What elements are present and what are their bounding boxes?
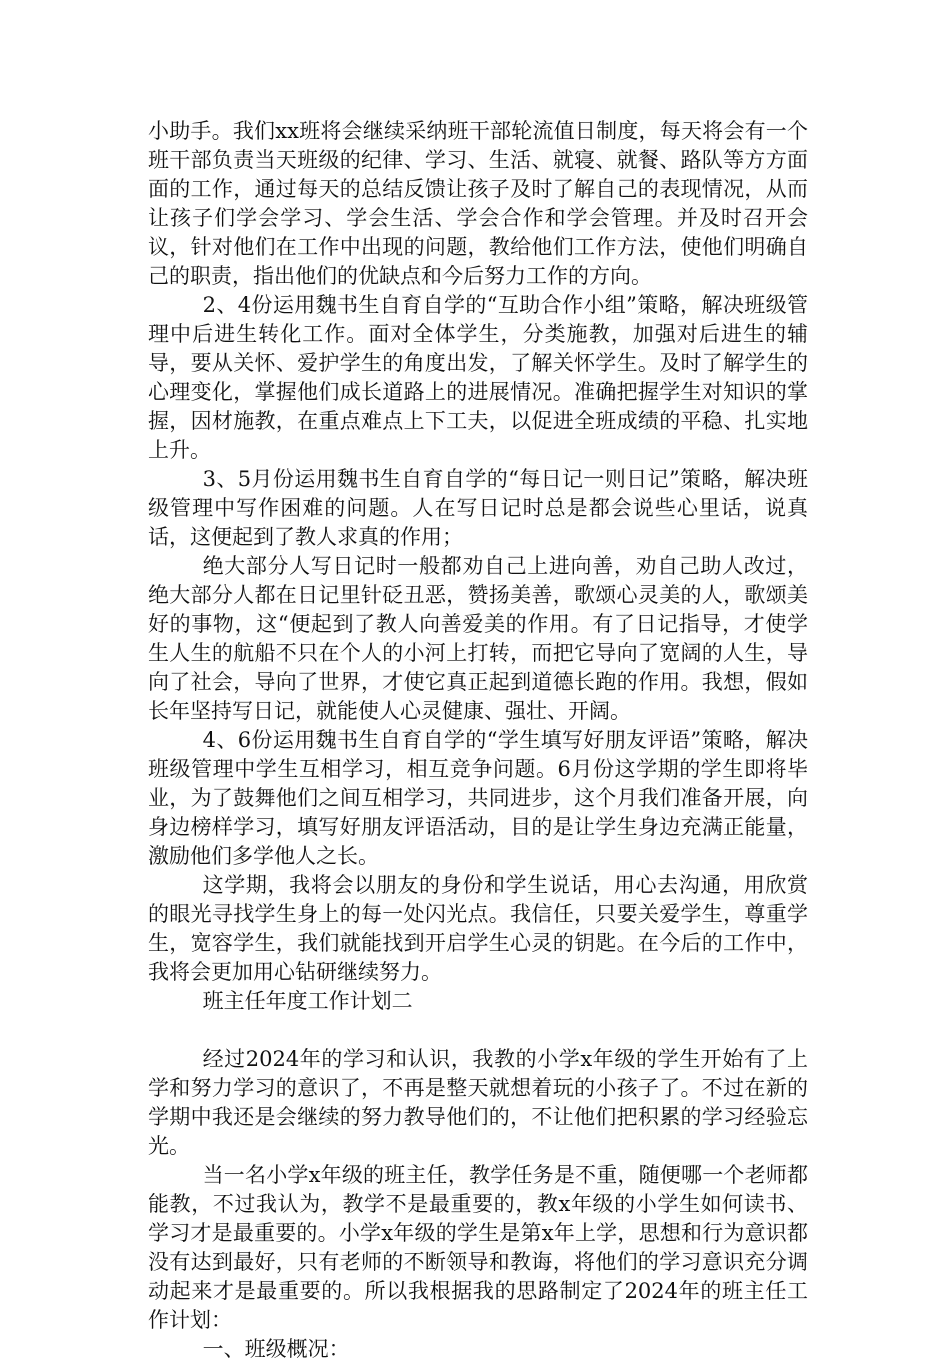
- paragraph-7: 经过2024年的学习和认识，我教的小学x年级的学生开始有了上学和努力学习的意识了，不再是整天就想着玩的小孩子了。不过在新的学期中我还是会继续的努力教导他们的，不让他们把积累的学习经验忘光。: [148, 1047, 808, 1158]
- paragraph-6: 这学期，我将会以朋友的身份和学生说话，用心去沟通，用欣赏的眼光寻找学生身上的每一处闪光点。我信任，只要关爱学生，尊重学生，宽容学生，我们就能找到开启学生心灵的钥匙。在今后的工作中，我将会更加用心钻研继续努力。: [148, 873, 808, 984]
- document-body: [148, 117, 808, 1364]
- section-title: 班主任年度工作计划二: [202, 989, 413, 1013]
- paragraph-3: 3、5月份运用魏书生自育自学的“每日记一则日记”策略，解决班级管理中写作困难的问题。人在写日记时总是都会说些心里话，说真话，这便起到了教人求真的作用；: [148, 467, 808, 549]
- blank-line: [148, 1016, 808, 1045]
- paragraph-4: 绝大部分人写日记时一般都劝自己上进向善，劝自己助人改过，绝大部分人都在日记里针砭丑恶，赞扬美善，歌颂心灵美的人，歌颂美好的事物，这“便起到了教人向善爱美的作用。有了日记指导，才使学生人生的航船不只在个人的小河上打转，而把它导向了宽阔的人生，导向了社会，导向了世界，才使它真正起到道德长跑的作用。我想，假如长年坚持写日记，就能使人心灵健康、强壮、开阔。: [148, 554, 808, 723]
- paragraph-2: 2、4份运用魏书生自育自学的“互助合作小组”策略，解决班级管理中后进生转化工作。面对全体学生，分类施教，加强对后进生的辅导，要从关怀、爱护学生的角度出发，了解关怀学生。及时了解学生的心理变化，掌握他们成长道路上的进展情况。准确把握学生对知识的掌握，因材施教，在重点难点上下工夫，以促进全班成绩的平稳、扎实地上升。: [148, 293, 808, 462]
- paragraph-5: 4、6份运用魏书生自育自学的“学生填写好朋友评语”策略，解决班级管理中学生互相学习，相互竞争问题。6月份这学期的学生即将毕业，为了鼓舞他们之间互相学习，共同进步，这个月我们准备开展，向身边榜样学习，填写好朋友评语活动，目的是让学生身边充满正能量，激励他们多学他人之长。: [148, 728, 808, 868]
- subheading-class-overview: 一、班级概况：: [202, 1337, 350, 1361]
- paragraph-1: 小助手。我们xx班将会继续采纳班干部轮流值日制度，每天将会有一个班干部负责当天班级的纪律、学习、生活、就寝、就餐、路队等方方面面的工作，通过每天的总结反馈让孩子及时了解自己的表现情况，从而让孩子们学会学习、学会生活、学会合作和学会管理。并及时召开会议，针对他们在工作中出现的问题，教给他们工作方法，使他们明确自己的职责，指出他们的优缺点和今后努力工作的方向。: [148, 119, 808, 288]
- paragraph-8: 当一名小学x年级的班主任，教学任务是不重，随便哪一个老师都能教，不过我认为，教学不是最重要的，教x年级的小学生如何读书、学习才是最重要的。小学x年级的学生是第x年上学，思想和行为意识都没有达到最好，只有老师的不断领导和教诲，将他们的学习意识充分调动起来才是最重要的。所以我根据我的思路制定了2024年的班主任工作计划：: [148, 1163, 808, 1332]
